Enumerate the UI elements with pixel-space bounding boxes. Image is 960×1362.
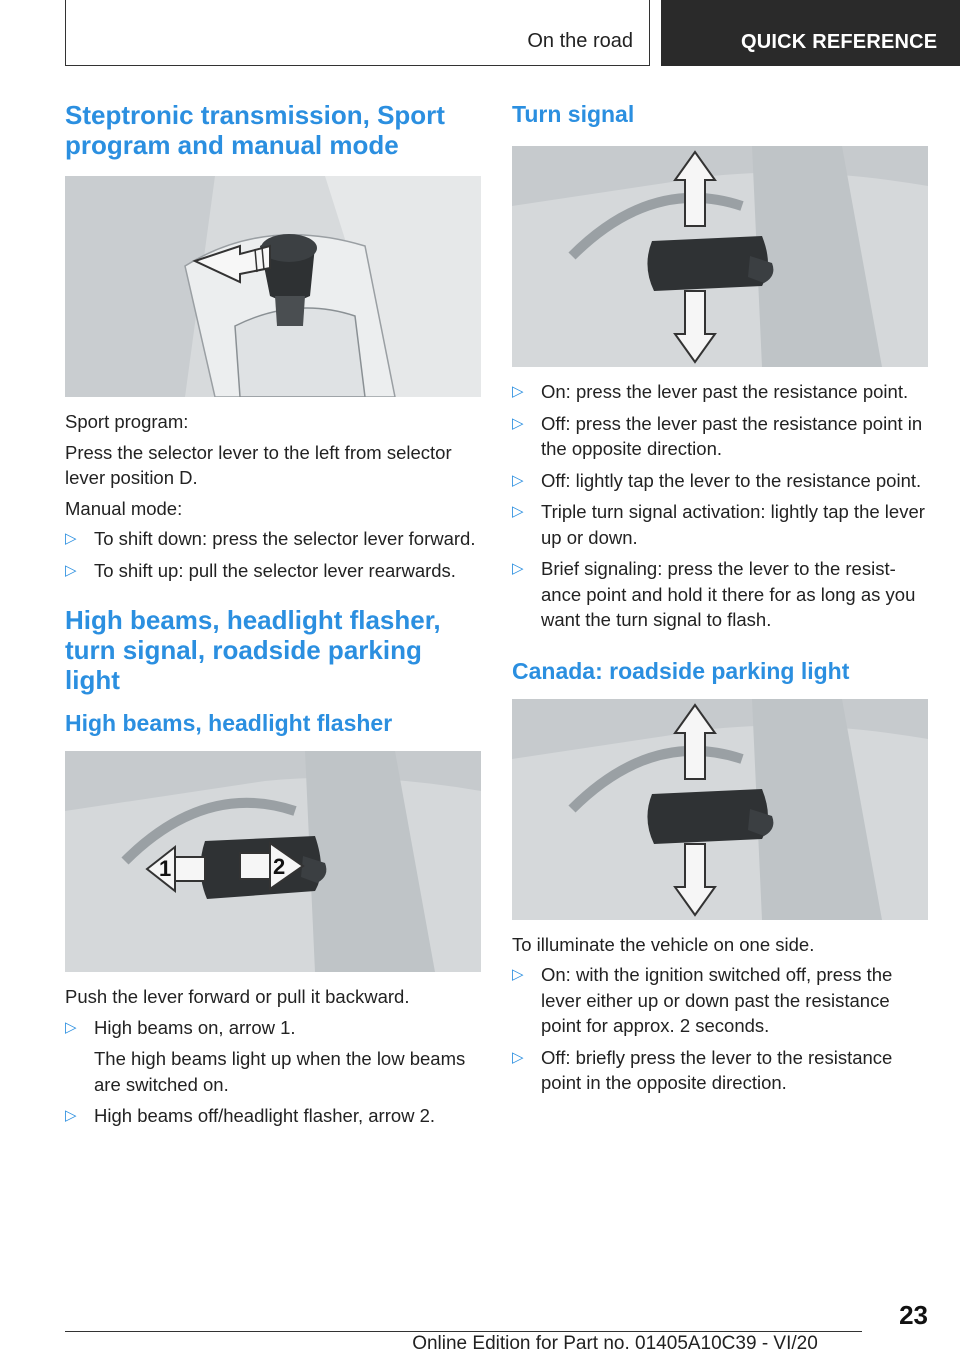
high-beams-lever-drawing (65, 751, 481, 972)
gear-selector-drawing (65, 176, 481, 397)
canada-intro: To illuminate the vehicle on one side. (512, 933, 815, 955)
list-item: ▷ High beams on, arrow 1. The high beams light up when the low beams are switched on. (65, 1015, 481, 1098)
canada-parking-heading: Canada: roadside parking light (512, 657, 850, 684)
right-column (512, 100, 928, 1102)
high-beams-subheading: High beams, headlight flasher (65, 710, 393, 736)
bullet-arrow-icon: ▷ (512, 503, 524, 520)
list-item: ▷ To shift up: pull the selector lever rearwards. (65, 558, 481, 584)
bullet-arrow-icon: ▷ (512, 414, 524, 432)
section-name: On the road (527, 30, 633, 52)
high-beams-lever-illustration (65, 751, 481, 972)
bullet-arrow-icon: ▷ (512, 383, 524, 400)
bullet-arrow-icon: ▷ (65, 561, 77, 579)
edition-footer: Online Edition for Part no. 01405A10C39 - VI/20 (412, 1333, 818, 1354)
list-item: ▷ Off: briefly press the lever to the resistance point in the opposite direction. (512, 1046, 893, 1093)
bullet-arrow-icon: ▷ (65, 1018, 77, 1036)
list-item: ▷ Triple turn signal activation: lightly tap the lever up or down. (512, 501, 925, 548)
left-column (65, 100, 481, 1135)
list-item: ▷ To shift down: press the selector lever forward. (65, 526, 481, 552)
canada-list (512, 962, 928, 1096)
page-number: 23 (899, 1300, 928, 1330)
list-item: ▷ High beams off/headlight flasher, arrow 2. (65, 1103, 481, 1129)
steptronic-heading: Steptronic transmission, Sport program and manual mode (65, 100, 445, 160)
turn-signal-heading: Turn signal (512, 101, 635, 127)
list-item: ▷ On: press the lever past the resistance point. (512, 379, 928, 405)
high-beams-section-heading: High beams, headlight flasher, turn signal, roadside parking light (65, 605, 441, 695)
bullet-arrow-icon: ▷ (512, 966, 524, 983)
turn-signal-list (512, 379, 928, 633)
list-item: ▷ Off: lightly tap the lever to the resistance point. (512, 468, 928, 494)
header-frame (65, 0, 650, 66)
bullet-arrow-icon: ▷ (512, 1048, 524, 1066)
manual-mode-label: Manual mode: (65, 497, 183, 519)
high-beams-list (65, 1015, 481, 1129)
bullet-arrow-icon: ▷ (512, 471, 524, 489)
bullet-arrow-icon: ▷ (65, 1107, 77, 1124)
sport-program-text: Press the selector lever to the left from selector lever position D. (65, 441, 452, 488)
high-beams-intro: Push the lever forward or pull it backward. (65, 986, 410, 1007)
turn-signal-lever-drawing (512, 146, 928, 367)
manual-mode-list (65, 526, 481, 583)
bullet-arrow-icon: ▷ (512, 560, 524, 577)
quick-reference-label: QUICK REFERENCE (741, 31, 938, 53)
quick-reference-tab[interactable] (661, 0, 960, 66)
turn-signal-lever-illustration (512, 146, 928, 367)
list-item-detail: The high beams light up when the low beams are switched on. (94, 1048, 466, 1095)
list-item: ▷ Brief signaling: press the lever to the resistance point and hold it there for as long as you want the turn signal to flash. (512, 558, 916, 630)
sport-program-label: Sport program: (65, 411, 189, 432)
arrow-2-label: 2 (273, 854, 286, 879)
arrow-1-label: 1 (159, 856, 172, 881)
list-item: ▷ On: with the ignition switched off, press the lever either up or down past the resistance point for approx. 2 seconds. (512, 964, 893, 1036)
footer-divider (65, 1331, 862, 1332)
parking-light-lever-drawing (512, 699, 928, 920)
list-item: ▷ Off: press the lever past the resistance point in the opposite direction. (512, 412, 923, 459)
gear-selector-illustration (65, 176, 481, 397)
bullet-arrow-icon: ▷ (65, 530, 77, 547)
parking-light-lever-illustration (512, 699, 928, 920)
